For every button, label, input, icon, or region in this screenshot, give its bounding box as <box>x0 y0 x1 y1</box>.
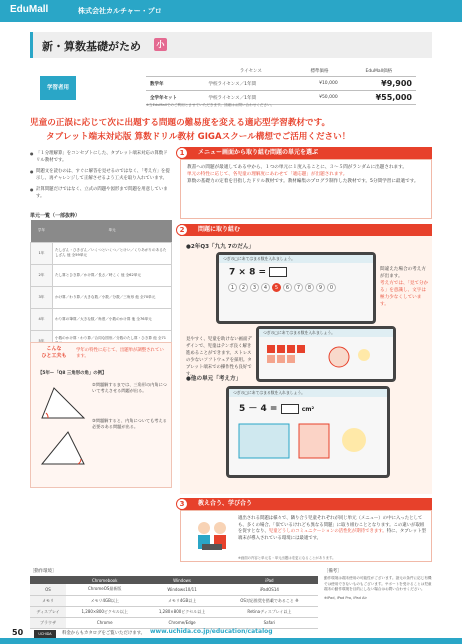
section-3-number: 3 <box>176 498 188 510</box>
section-1-title: メニュー画面から取り組む問題の単元を選ぶ <box>180 147 432 159</box>
footer-bar <box>0 638 462 644</box>
triangle-diagram-icon <box>38 428 88 468</box>
brand-logo: EduMall <box>10 4 49 15</box>
bullet-item: ● 問題文を読むのは、すぐに解答を見せるのではなく、「考え方」を提示し、再チャレンジして正解させるよう工夫を取り入れています。 <box>30 168 170 182</box>
section-1-number: 1 <box>176 147 188 159</box>
key-button[interactable]: 2 <box>239 283 248 292</box>
section-3-header <box>180 498 432 510</box>
env-header-windows: Windows <box>143 576 220 584</box>
table-row: 3年 かけ算／わり算／大きな数／小数／分数／三角形 他 全70単元 <box>31 286 172 308</box>
key-button[interactable]: 1 <box>228 283 237 292</box>
key-button[interactable]: 9 <box>316 283 325 292</box>
side-note-design: 見やすく、児童を助けない画面デザインで、児童はテンポ良く解き進めることができます。ストレスの少ないソフトウェアを採用。タブレット端末での操作性も良好です。 <box>186 337 252 377</box>
unit-label: cm² <box>301 406 315 413</box>
tablet-screenshot-3: つぎの□にあてはまる数を入れましょう。 5 － 4 = cm² <box>226 386 390 478</box>
number-keypad <box>219 282 373 293</box>
key-button[interactable]: 3 <box>250 283 259 292</box>
price-table <box>146 66 416 105</box>
feature-red-text: 学年の特性に応じて、出題単が調整されています。 <box>76 348 164 359</box>
footer-url-link[interactable]: www.uchida.co.jp/education/catalog <box>150 628 273 635</box>
section-2-number: 2 <box>176 224 188 236</box>
unit-header-grade: 学年 <box>31 220 53 242</box>
side-note-explanation: 間違えた場合の考え方が出ます。 考え方では、「見て分かる」を意識し、文字は極力少なくしています。 <box>380 267 429 307</box>
example-heading-a: ●2年Q3「九九 7のだん」 <box>186 244 255 250</box>
section-3-title: 教え合う、学び合う <box>180 498 432 510</box>
price-row: 数学年 学校ライセンス／1年間 ¥10,000 ¥9,900 <box>146 77 416 91</box>
bullet-item: ● 「１分理解算」をコンセプトにした、タブレット端末対応の算数ドリル教材です。 <box>30 150 170 164</box>
feature-heading: こんな ひと工夫も <box>41 346 67 359</box>
grade-badge: 小 <box>154 38 167 51</box>
block-illustration-icon <box>259 337 389 375</box>
page-number: 50 <box>12 628 24 637</box>
triangle-diagram-icon <box>38 382 88 422</box>
env-header-chromebook: Chromebook <box>66 576 143 584</box>
section-1-header <box>180 147 432 159</box>
key-button[interactable]: 5 <box>272 283 281 292</box>
price-note: ※当EduMallでのご利用とさせていただきます。詳細はお問い合わせください。 <box>146 103 275 107</box>
environment-table <box>30 576 318 629</box>
section-1-body: 教書への問題が最適してある中から、１つの単元に１度入ることに、３～５問がランダムに出題されます。 単元の特性に応じて、各児童の理解度にあわせて「適応題」が出題されます。 算数の基礎力の定着を目指したドリル教材です。教材編集のプログラ制作した教材です。5分間学習に最適です。 <box>180 159 432 219</box>
unit-header-unit: 単元 <box>53 220 172 242</box>
answer-box[interactable] <box>281 404 299 414</box>
uchida-logo: UCHIDA <box>34 630 56 638</box>
price-row: 全学年セット 学校ライセンス／1年間 ¥50,000 ¥55,000 <box>146 91 416 105</box>
headline-2: タブレット端末対応版 算数ドリル教材 GIGAスクール構想でご活用ください！ <box>46 132 351 142</box>
question-equation: 5 － 4 = <box>239 404 278 414</box>
area-diagram-icon <box>229 418 379 468</box>
table-row: 2年 たし算とひき算／かけ算／長さ／時こく 他 全62単元 <box>31 264 172 286</box>
notes-body: 動作環境は端末使用の可能性がございます。諸元の条件に応じ有機では使用できないものもございます。サポートを受けることは児童端末の動作環境を目的にしない場合はお問い合わせください。 ※iPad, iPad Pro, iPad Air <box>324 576 432 600</box>
table-row: 5年 小数のかけ算・わり算／合同な図形／分数のたし算・ひき算 他 全71 <box>31 330 172 352</box>
env-table-label: ［動作環境］ <box>30 569 57 574</box>
question-equation: 7 × 8 = <box>229 267 267 278</box>
section-3-text: 適出される問題は様々で、隣り合う児童それぞれが同じ単元（メニュー）の中に入ったとしても、多くの場合、「似ているけれども異なる問題」に取り組むこととなります。この違いが取組を促すとなり、児童どうしのコミュニケーションの活性化が期待できます。特に、タブレット型端末が導入されている環境には最適です。 <box>238 516 426 541</box>
table-row: ブラウザ Chrome Chrome/Edge Safari <box>30 617 318 628</box>
key-button[interactable]: 8 <box>305 283 314 292</box>
notes-label: ［備考］ <box>324 569 342 574</box>
table-row: 4年 わり算の筆算／大きな数／角度／小数のかけ算 他 全76単元 <box>31 308 172 330</box>
key-button[interactable]: 6 <box>283 283 292 292</box>
price-header-standard: 標準価格 <box>297 66 341 77</box>
feature-example-tag: 【5年ー「Q8 三角形の角」の例】 <box>38 371 107 376</box>
table-row: メモリ メモリ4GB以上 メモリ4GB以上 OS対応推奨を搭載であること ※ <box>30 595 318 606</box>
tablet-screenshot-2: つぎの□にあてはまる数を入れましょう。 <box>256 326 396 382</box>
key-button[interactable]: 0 <box>327 283 336 292</box>
key-button[interactable]: 7 <box>294 283 303 292</box>
example-heading-b: ●他の単元「考え方」 <box>186 376 242 382</box>
unit-table-title: 単元一覧（一部抜粋） <box>30 213 81 219</box>
env-header-ipad: iPad <box>221 576 318 584</box>
price-header-edumall: EduMall価格 <box>342 66 416 77</box>
section-3-note: ※画面の内容と単元名・単元出題は変更になることがあります。 <box>238 556 336 560</box>
feature-step-2: ②問題解するまでは、三角形の内角について考えさせる問題が出る。 <box>92 382 167 394</box>
headline-1: 児童の正誤に応じて次に出題する問題の難易度を変える適応型学習教材です。 <box>30 118 331 128</box>
category-label: 学習者用 <box>40 76 76 100</box>
key-button[interactable]: 4 <box>261 283 270 292</box>
answer-box[interactable] <box>269 267 287 277</box>
bullet-item: ● 計算問題だけではなく、立式の問題や図形まで問題を用意しています。 <box>30 186 170 200</box>
children-illustration-icon <box>192 518 232 554</box>
feature-bullets <box>30 150 170 204</box>
company-name: 株式会社カルチャー・プロ <box>78 7 162 15</box>
tablet-screenshot-1: つぎの□にあてはまる数を入れましょう。 7 × 8 = 1 2 3 4 5 6 7 8 9 0 <box>216 252 376 324</box>
table-row: OS ChromeOS最新版 Windows10/11 iPadOS14 <box>30 584 318 595</box>
price-header-license: ライセンス <box>205 66 298 77</box>
feature-step-3: ③問題解すると、内角についても考える必要のある問題が出る。 <box>92 418 167 430</box>
page-title: 新・算数基礎がため <box>42 40 141 53</box>
section-2-header <box>180 224 432 236</box>
top-bar <box>0 0 462 22</box>
table-row: ディスプレイ 1,280×800ピクセル以上 1,280×800ピクセル以上 Retinaディスプレイ以上 <box>30 606 318 617</box>
footer-text: 料金からもカタログをご覧いただけます。 <box>62 631 146 636</box>
table-row: 1年 たしざん・ひきざん／いくつといくつ／とけい／くりあがりのあるたしざん 他 全59単元 <box>31 242 172 264</box>
section-2-title: 問題に取り組む <box>180 224 432 236</box>
